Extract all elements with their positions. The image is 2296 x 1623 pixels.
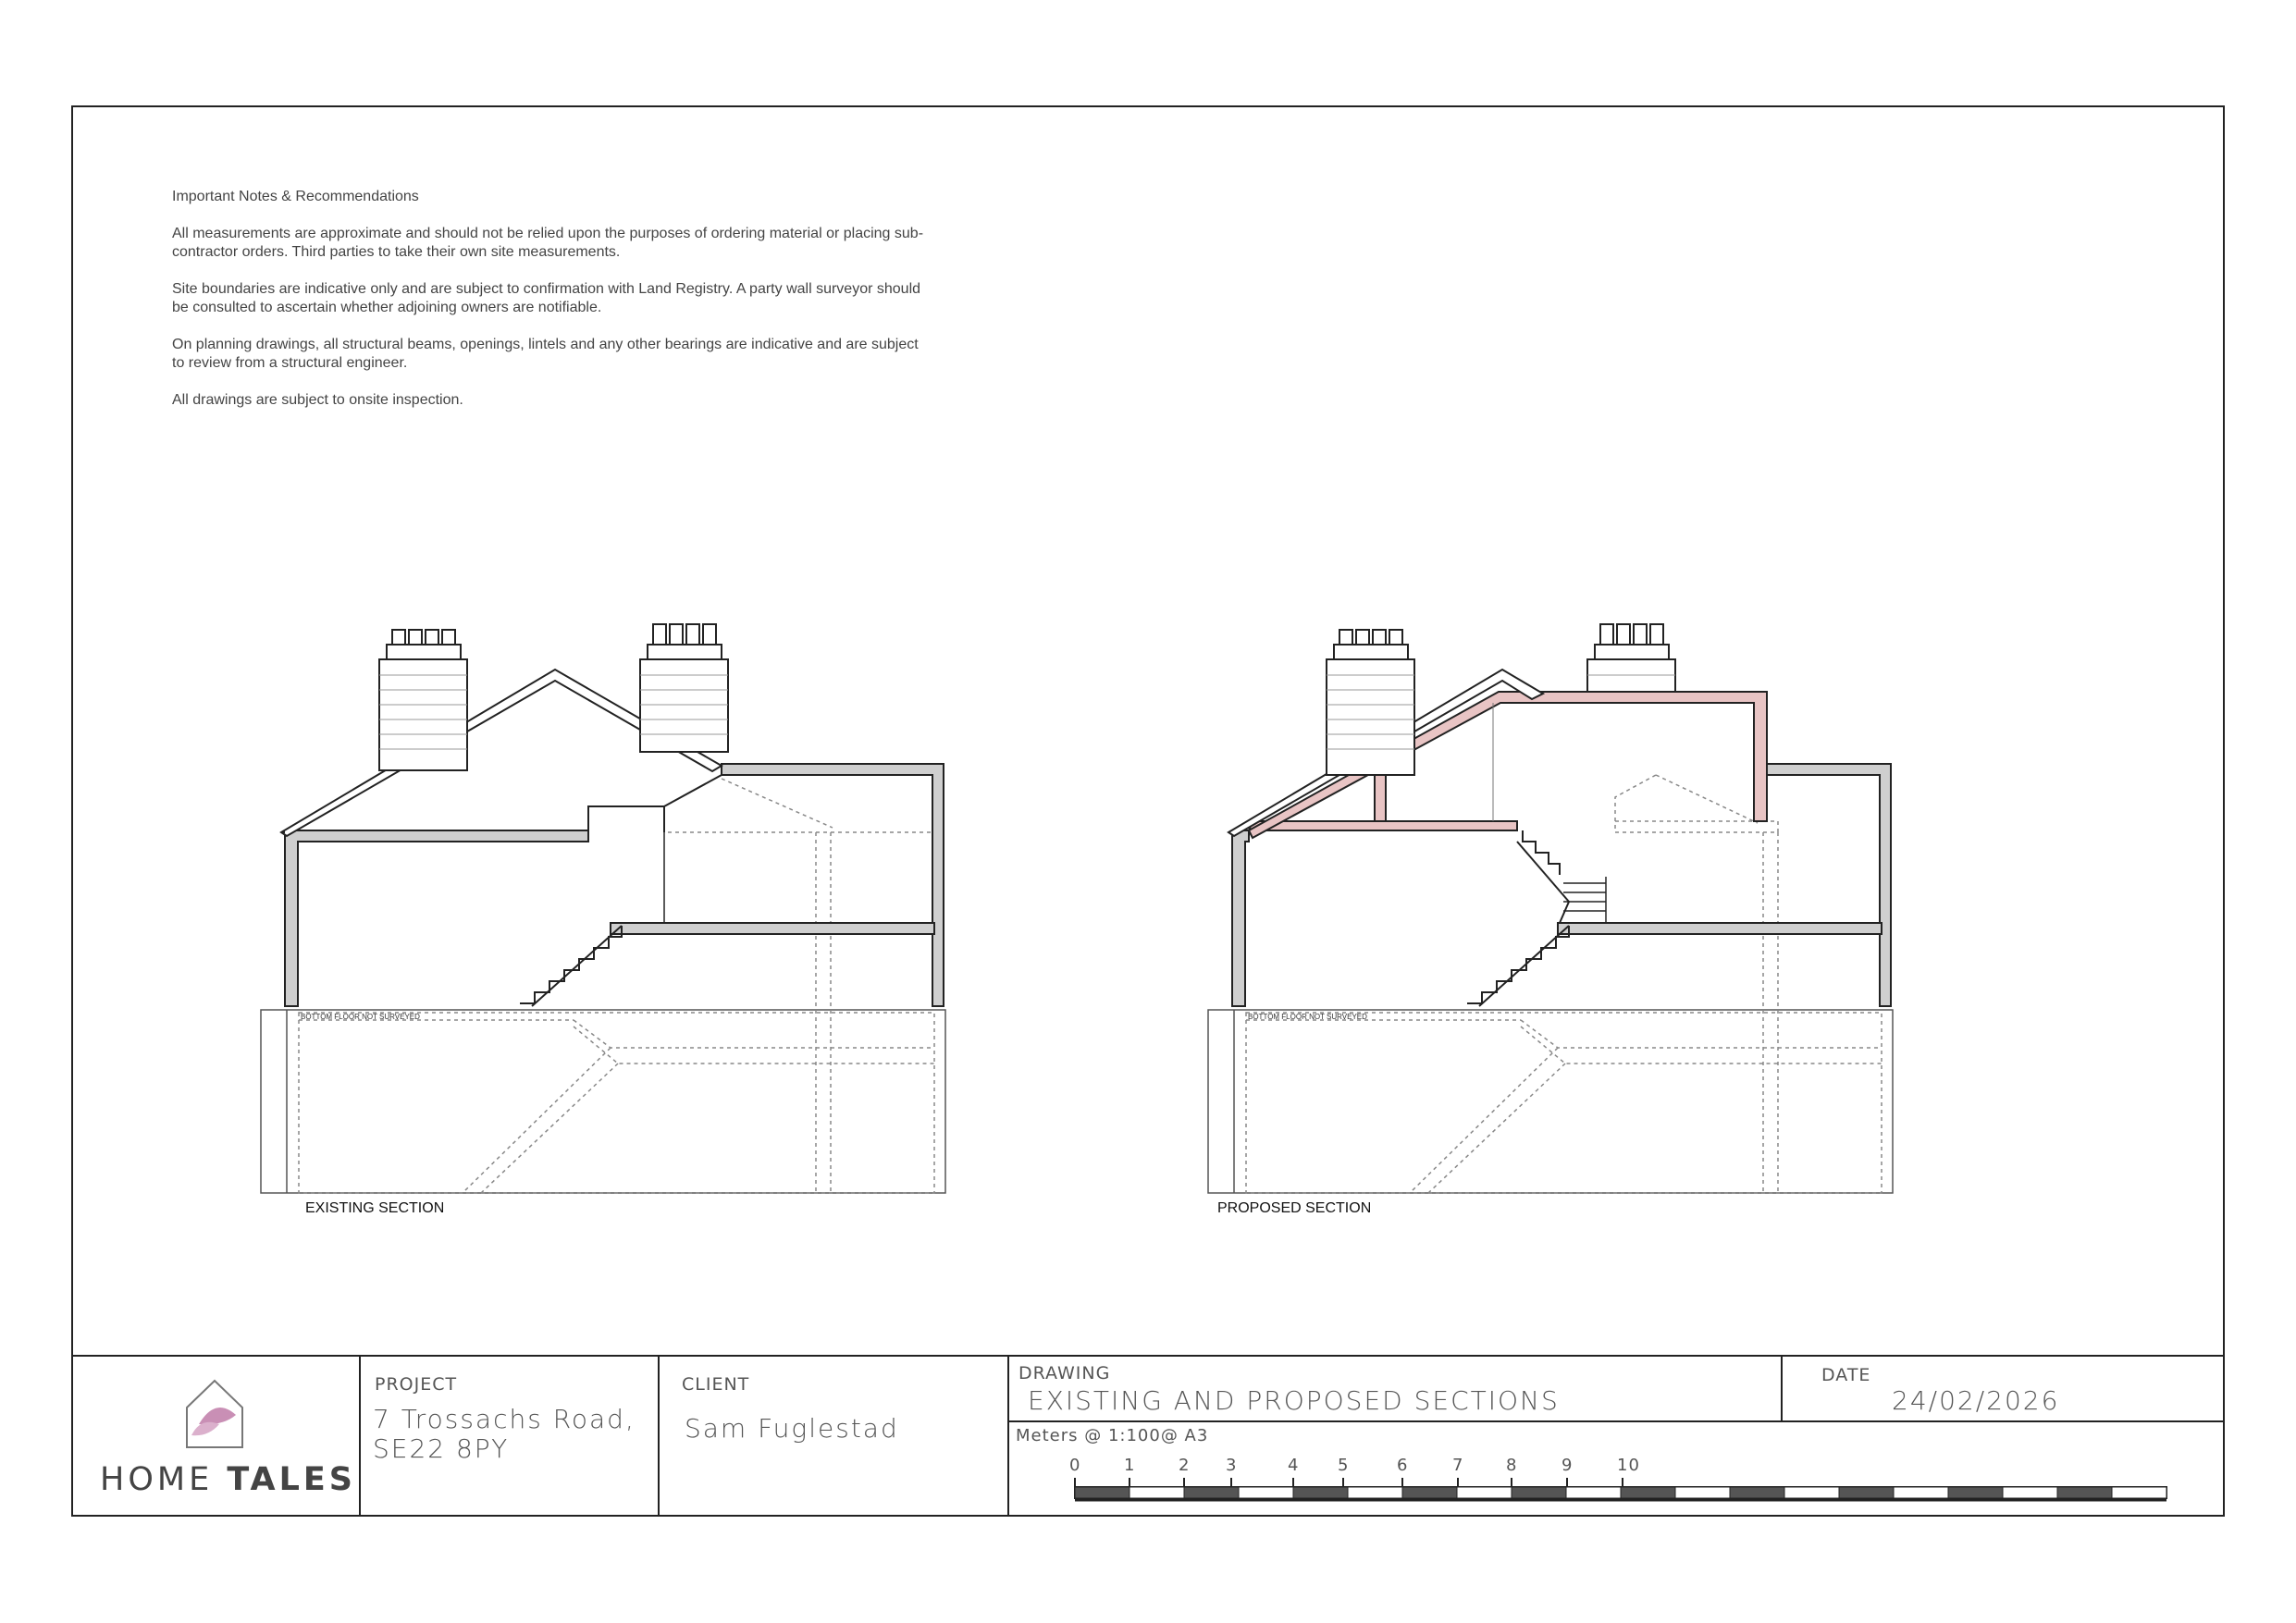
scale-segment (1839, 1487, 1894, 1498)
scale-tick-label: 1 (1124, 1456, 1136, 1475)
existing-section-drawing (261, 624, 945, 1193)
scale-tick-label: 9 (1562, 1456, 1574, 1475)
project-address-line2: SE22 8PY (373, 1433, 510, 1464)
note-item: On planning drawings, all structural beams, openings, lintels and any other bearings are indicative and are subject to review from a structural engineer. (172, 337, 919, 371)
project-label: PROJECT (375, 1374, 458, 1395)
scale-segment (1894, 1487, 1948, 1498)
scale-segment (1293, 1487, 1348, 1498)
scale-segment (1621, 1487, 1675, 1498)
existing-bottom-note: BOTTOM FLOOR NOT SURVEYED (301, 1013, 420, 1021)
scale-segment (1184, 1487, 1239, 1498)
scale-segment (1730, 1487, 1784, 1498)
note-item: All drawings are subject to onsite inspection. (172, 392, 463, 408)
note-item: Site boundaries are indicative only and are subject to confirmation with Land Registry. A party wall surveyor should be consulted to ascertain whether adjoining owners are notifiable. (172, 281, 921, 315)
scale-tick-label: 7 (1452, 1456, 1464, 1475)
scale-tick-label: 2 (1179, 1456, 1191, 1475)
scale-segment (1512, 1487, 1566, 1498)
scale-tick-label: 10 (1617, 1456, 1640, 1475)
scale-segment (1784, 1487, 1839, 1498)
note-item: All measurements are approximate and should not be relied upon the purposes of ordering material or placing sub-contractor orders. Third parties to take their own site measurements. (172, 226, 924, 260)
proposed-section-drawing (1208, 624, 1893, 1193)
scale-segment (1402, 1487, 1457, 1498)
proposed-section-caption: PROPOSED SECTION (1217, 1200, 1372, 1216)
scale-segment (1075, 1487, 1129, 1498)
scale-segment (1566, 1487, 1621, 1498)
scale-tick-label: 5 (1338, 1456, 1350, 1475)
scale-segment (2003, 1487, 2057, 1498)
scale-segment (1948, 1487, 2003, 1498)
house-logo-icon (187, 1381, 242, 1447)
company-logo-wordmark: HOME TALES (100, 1461, 356, 1498)
scale-segment (1675, 1487, 1730, 1498)
scale-segment (2057, 1487, 2112, 1498)
scale-tick-label: 3 (1226, 1456, 1238, 1475)
scale-segment (1129, 1487, 1184, 1498)
scale-segment (2112, 1487, 2166, 1498)
scale-tick-label: 8 (1506, 1456, 1518, 1475)
proposed-bottom-note: BOTTOM FLOOR NOT SURVEYED (1248, 1013, 1367, 1021)
scale-text: Meters @ 1:100@ A3 (1016, 1426, 1209, 1445)
scale-tick-label: 4 (1288, 1456, 1300, 1475)
scale-segment (1239, 1487, 1293, 1498)
scale-bar (1075, 1478, 2166, 1500)
date-label: DATE (1821, 1365, 1871, 1385)
drawing-label: DRAWING (1018, 1363, 1111, 1383)
important-notes (172, 188, 931, 428)
date-value: 24/02/2026 (1892, 1385, 2060, 1416)
scale-segment (1348, 1487, 1402, 1498)
project-address-line1: 7 Trossachs Road, (373, 1404, 636, 1434)
scale-tick-label: 6 (1397, 1456, 1409, 1475)
scale-segment (1457, 1487, 1512, 1498)
scale-tick-label: 0 (1069, 1456, 1081, 1475)
drawing-title: EXISTING AND PROPOSED SECTIONS (1028, 1385, 1560, 1416)
client-label: CLIENT (682, 1374, 750, 1395)
notes-heading: Important Notes & Recommendations (172, 189, 419, 204)
existing-section-caption: EXISTING SECTION (305, 1200, 445, 1216)
client-name: Sam Fuglestad (685, 1413, 899, 1444)
